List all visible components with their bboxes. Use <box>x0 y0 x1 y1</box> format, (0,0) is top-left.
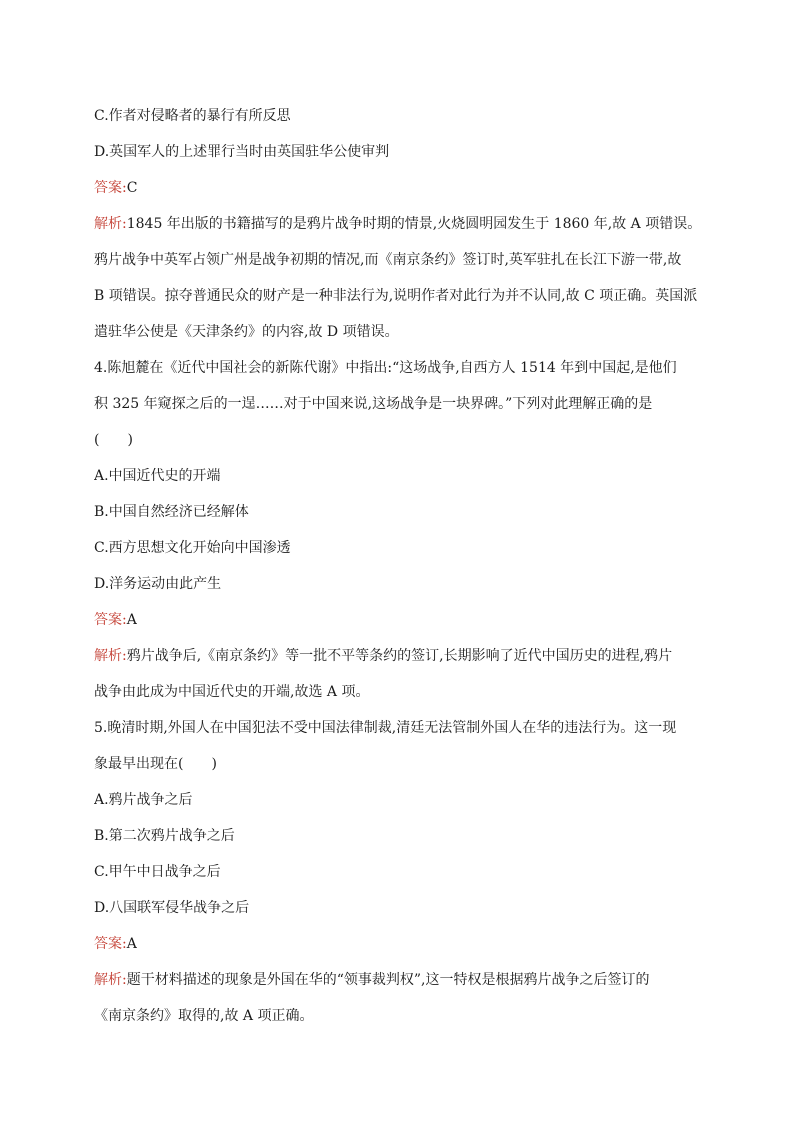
q3-analysis-line <box>94 206 704 242</box>
q4-stem-line: 积 325 年窥探之后的一逞……对于中国来说,这场战争是一块界碑。”下列对此理解正确的是 <box>94 396 653 412</box>
q4-option-a: A.中国近代史的开端 <box>94 468 221 484</box>
q5-option-a: A.鸦片战争之后 <box>94 792 193 808</box>
q4-option-d: D.洋务运动由此产生 <box>94 576 222 592</box>
q5-stem-line: 5.晚清时期,外国人在中国犯法不受中国法律制裁,清廷无法管制外国人在华的违法行为。这一现 <box>94 720 677 736</box>
q3-option-c: C.作者对侵略者的暴行有所反思 <box>94 108 291 124</box>
document-page <box>94 98 704 1034</box>
answer-label: 答案: <box>94 612 127 628</box>
q4-answer <box>94 602 704 638</box>
q3-answer <box>94 170 704 206</box>
analysis-text: 题干材料描述的现象是外国在华的“领事裁判权”,这一特权是根据鸦片战争之后签订的 <box>126 972 650 988</box>
answer-value: A <box>126 936 137 952</box>
q5-option-b: B.第二次鸦片战争之后 <box>94 828 235 844</box>
answer-label: 答案: <box>94 936 127 952</box>
q5-option-d: D.八国联军侵华战争之后 <box>94 900 250 916</box>
q5-stem-line: 象最早出现在( ) <box>94 756 217 772</box>
q5-analysis-line: 《南京条约》取得的,故 A 项正确。 <box>94 1008 314 1024</box>
q4-analysis-line <box>94 638 704 674</box>
q3-option-d: D.英国军人的上述罪行当时由英国驻华公使审判 <box>94 144 390 160</box>
analysis-text: 鸦片战争后,《南京条约》等一批不平等条约的签订,长期影响了近代中国历史的进程,鸦片 <box>126 648 673 664</box>
answer-value: C <box>126 180 138 196</box>
q4-stem-line: ( ) <box>94 432 133 448</box>
q4-analysis-line: 战争由此成为中国近代史的开端,故选 A 项。 <box>94 684 370 700</box>
q3-analysis-line: 遣驻华公使是《天津条约》的内容,故 D 项错误。 <box>94 324 399 340</box>
q4-option-b: B.中国自然经济已经解体 <box>94 504 249 520</box>
analysis-text: 1845 年出版的书籍描写的是鸦片战争时期的情景,火烧圆明园发生于 1860 年,故 A 项错误。 <box>126 216 702 232</box>
analysis-label: 解析: <box>94 972 127 988</box>
q5-analysis-line <box>94 962 704 998</box>
q4-option-c: C.西方思想文化开始向中国渗透 <box>94 540 291 556</box>
q3-analysis-line: 鸦片战争中英军占领广州是战争初期的情况,而《南京条约》签订时,英军驻扎在长江下游一带,故 <box>94 252 682 268</box>
q5-option-c: C.甲午中日战争之后 <box>94 864 221 880</box>
q5-answer <box>94 926 704 962</box>
analysis-label: 解析: <box>94 648 127 664</box>
q4-stem-line: 4.陈旭麓在《近代中国社会的新陈代谢》中指出:“这场战争,自西方人 1514 年到中国起,是他们 <box>94 360 677 376</box>
q3-analysis-line: B 项错误。掠夺普通民众的财产是一种非法行为,说明作者对此行为并不认同,故 C 项正确。英国派 <box>94 288 698 304</box>
answer-label: 答案: <box>94 180 127 196</box>
answer-value: A <box>126 612 137 628</box>
analysis-label: 解析: <box>94 216 127 232</box>
